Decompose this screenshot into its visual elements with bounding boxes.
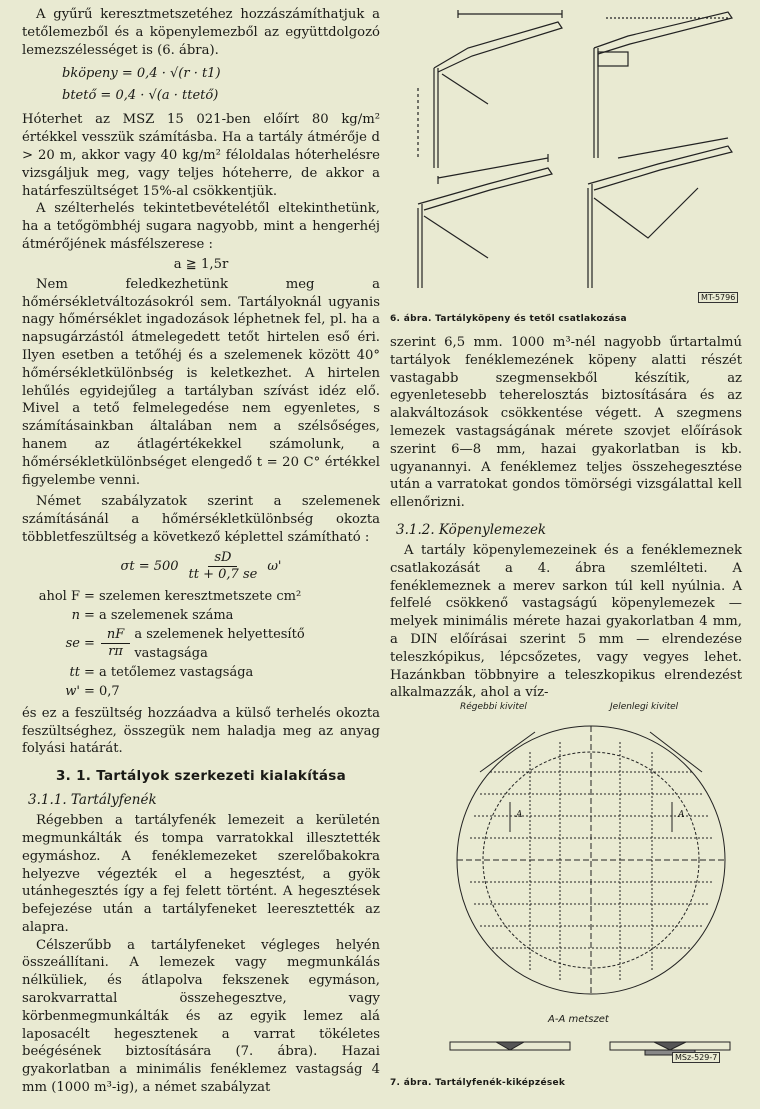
eq-denominator: tt + 0,7 se — [188, 567, 258, 583]
figure-7-tag: MSz-529-7 — [672, 1052, 720, 1063]
definition-symbol: ahol F — [38, 588, 80, 604]
eq-fraction — [183, 550, 264, 583]
paragraph-temperature: Nem feledkezhetünk meg a hőmérsékletváltozásokról sem. Tartályoknál ugyanis nagy hőmérséklet ingadozások léphetnek fel, pl. ha a napsugárzástól átmelegedett tetőt hirtelen eső éri. Ilyen esetben a tetőhéj és a szelemenek között 40° hőmérsékletkülönbség is keletkezhet. A hirtelen lehűlés egyidejűleg a tartályban szívást idéz elő. Mivel a tető felmelegedése nem egyenletes, s számításainkban általában nem a szélsőséges, hanem az átlagértékekkel számolunk, a hőmérsékletkülönbséget elengedő t = 20 C° értékkel figyelembe venni. — [22, 276, 380, 488]
definition-row — [22, 587, 380, 606]
paragraph-snow-load: Hóterhet az MSZ 15 021-ben előírt 80 kg/m² értékkel vesszük számításba. Ha a tartály átmérője d > 20 m, akkor vagy 40 kg/m² féloldalas hóterhelésre vizsgáljuk meg, vagy teljes hóteherre, de akkor a határfeszültséget 15%-al csökkentjük. — [22, 112, 380, 199]
right-text-block — [390, 334, 742, 702]
definition-row — [22, 606, 380, 625]
paragraph-old-method: Régebben a tartályfenék lemezeit a kerületén megmunkálták és tompa varratokkal illesztették egymáshoz. A fenéklemezeket szerelőbakokra helyezve végezték el a hegesztést, a gyök utánhegesztés így a fej felett történt. A hegesztések befejezése után a tartályfeneket leeresztették az alapra. — [22, 813, 380, 935]
figure-7-label-new: Jelenlegi kivitel — [610, 702, 679, 712]
section-heading: 3. 1. Tartályok szerkezeti kialakítása — [55, 768, 347, 785]
definition-denominator: rπ — [108, 644, 123, 660]
eq-rhs: ω' — [267, 559, 282, 575]
figure-7-A-left: A — [516, 810, 523, 820]
definition-symbol: tt — [69, 664, 80, 680]
paragraph-shell-plates: A tartály köpenylemezeinek és a fenéklemeznek csatlakozását a 4. ábra szemlélteti. A fenéklemeznek a merev sarkon túl kell nyúlnia. A felfelé csökkenő vastagságú köpenylemezek — melyek minimális mérete hazai gyakorlatban 4 mm, a DIN előírásai szerint 5 mm — elrendezése teleszkópikus, lépcsőzetes, vagy vegyes lehet. Hazánkban többnyire a teleszkopikus elrendezést alkalmazzák, ahol a víz- — [390, 542, 742, 701]
definition-text: = szelemen keresztmetszete cm² — [84, 588, 302, 604]
definition-text: = 0,7 — [84, 683, 120, 699]
left-column — [22, 0, 380, 1097]
formula-sigma-t — [22, 547, 380, 587]
eq-numerator: sD — [208, 550, 237, 567]
definition-numerator: nF — [101, 627, 130, 644]
paragraph-ring-cross-section: A gyűrű keresztmetszetéhez hozzászámíthatjuk a tetőlemezből és a köpenylemezből az együttdolgozó lemezszélességet is (6. ábra). — [22, 7, 380, 58]
figure-7-caption: 7. ábra. Tartályfenék-kiképzések — [390, 1078, 566, 1088]
formula-b-kopeny: bköpeny = 0,4 · √(r · t1) — [62, 66, 221, 82]
definition-symbol: se — [65, 636, 80, 652]
definitions — [22, 587, 380, 701]
definition-text: a szelemenek helyettesítő vastagsága — [134, 626, 305, 661]
paragraph-yield-limit: és ez a feszültség hozzáadva a külső terhelés okozta feszültséghez, összegük nem haladja meg az anyag folyási határát. — [22, 705, 380, 757]
figure-7-label-old: Régebbi kivitel — [460, 702, 527, 712]
definition-row — [22, 663, 380, 682]
definition-row: se = $\frac{nF}{r\pi}$ a szelemenek helyettesítő vastagsága — [22, 625, 380, 663]
definition-symbol: w' — [65, 683, 80, 699]
subsection-heading-shell-plates: 3.1.2. Köpenylemezek — [396, 521, 547, 538]
paragraph-segment-plates: szerint 6,5 mm. 1000 m³-nél nagyobb űrtartalmú tartályok fenéklemezének köpeny alatti részét vastagabb szegmensekből készítik, az egyenletesebb teherelosztás biztosítására és az alakváltozások csökkentése végett. A szegmens lemezek vastagságának mérete szovjet előírások szerint 6—8 mm, hazai gyakorlatban is kb. ugyanannyi. A fenéklemez teljes összehegesztése után a varratokat gondos tömörségi vizsgálattal kell ellenőrizni. — [390, 335, 742, 511]
formula-b-teto: btető = 0,4 · √(a · ttető) — [62, 88, 219, 104]
figure-7 — [440, 702, 742, 1082]
definition-row — [22, 682, 380, 701]
figure-6 — [398, 8, 742, 308]
definition-symbol: n — [71, 607, 80, 623]
paragraph-wind-load: A szélterhelés tekintetbevételétől eltekinthetünk, ha a tetőgömbhéj sugara nagyobb, mint a hengerhéj átmérőjének másfélszerese : — [22, 201, 380, 252]
figure-7-section-label: A-A metszet — [548, 1014, 609, 1025]
figure-7-A-right: A — [678, 810, 685, 820]
definition-text: = a tetőlemez vastagsága — [84, 664, 254, 680]
formula-a-radius: a ≧ 1,5r — [173, 256, 229, 272]
figure-6-tag: MT-5796 — [698, 292, 738, 303]
paragraph-new-method: Célszerűbb a tartályfeneket végleges helyén összeállítani. A lemezek vagy megmunkálás nélküliek, és átlapolva fekszenek egymáson, sarokvarrattal összehegesztve, vagy körbenmegmunkálták és az egyik lemez alá laposacélt hegesztenek a varrat tökéletes beégésének biztosítására (7. ábra). Hazai gyakorlatban a minimális fenéklemez vastagság 4 mm (1000 m³-ig), a német szabályzat — [22, 937, 380, 1096]
paragraph-german-rules: Német szabályzatok szerint a szelemenek számításánál a hőmérsékletkülönbség okozta többletfeszültség a következő képlettel számítható : — [22, 494, 380, 545]
figure-6-caption: 6. ábra. Tartályköpeny és tetől csatlakozása — [390, 314, 627, 324]
figure-7-plan-drawing — [440, 712, 742, 1012]
eq-lhs: σt = 500 — [120, 559, 179, 575]
definition-fraction — [101, 627, 130, 660]
definition-text: = a szelemenek száma — [84, 607, 234, 623]
figure-6-drawing — [398, 8, 742, 308]
subsection-heading-tank-bottom: 3.1.1. Tartályfenék — [28, 792, 157, 809]
